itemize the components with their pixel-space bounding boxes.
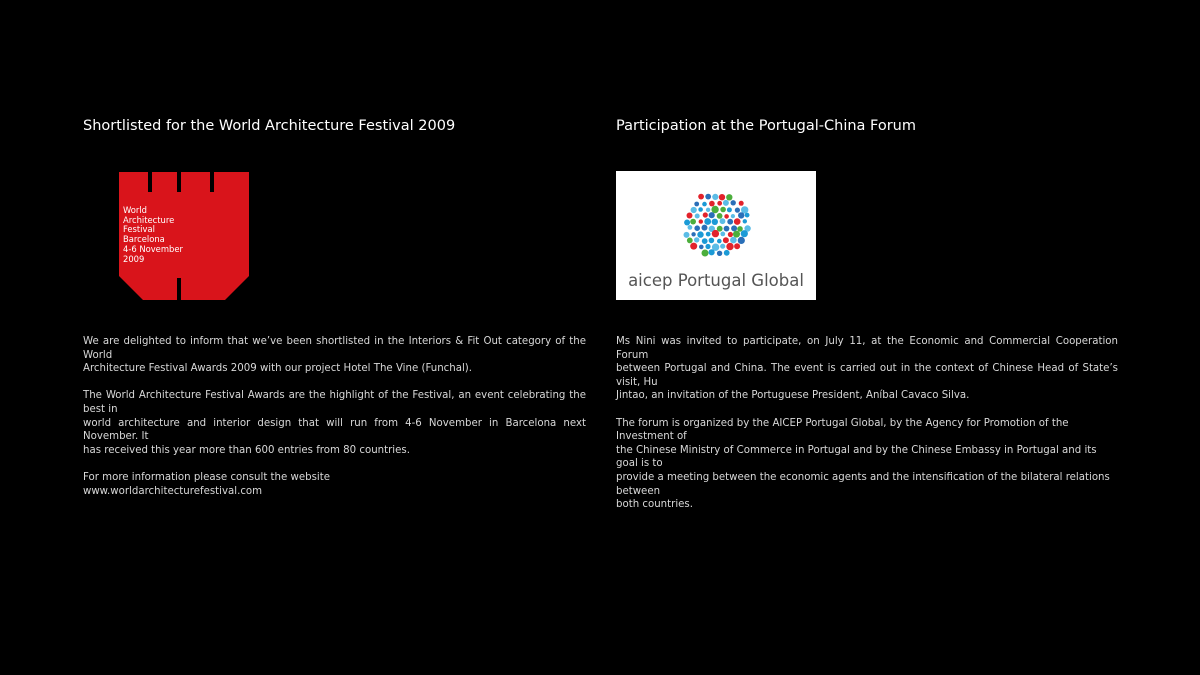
waf-paragraph-1: [83, 335, 586, 376]
aicep-dot: [731, 200, 736, 205]
waf-logo-line: World: [123, 205, 147, 215]
aicep-dot: [698, 194, 704, 200]
text-line: Ms Nini was invited to participate, on July 11, at the Economic and Commercial Cooperation Forum: [616, 336, 1118, 361]
aicep-dot: [724, 250, 730, 256]
aicep-logo-wordmark: [616, 271, 816, 290]
aicep-dot: [691, 207, 697, 213]
text-line: both countries.: [616, 499, 693, 511]
aicep-dot: [735, 208, 740, 213]
aicep-dot: [712, 194, 718, 200]
aicep-dot: [694, 237, 699, 242]
aicep-dot: [728, 232, 733, 237]
aicep-dot: [741, 230, 748, 237]
waf-website-link[interactable]: www.worldarchitecturefestival.com: [83, 485, 263, 497]
aicep-dot: [697, 231, 703, 237]
aicep-dot: [720, 244, 725, 249]
aicep-dot: [704, 218, 711, 225]
aicep-dot: [709, 212, 715, 218]
waf-logo-text: [123, 206, 183, 264]
waf-heading: Shortlisted for the World Architecture Festival 2009: [83, 118, 456, 134]
aicep-dot: [688, 225, 693, 230]
text-line: has received this year more than 600 entries from 80 countries.: [83, 444, 410, 456]
text-line: We are delighted to inform that we’ve been shortlisted in the Interiors & Fit Out category of the World: [83, 336, 586, 361]
aicep-dot: [733, 231, 740, 238]
aicep-dot: [706, 232, 711, 237]
aicep-dot: [726, 243, 733, 250]
text-line: provide a meeting between the economic agents and the intensification of the bilateral relations between: [616, 471, 1110, 497]
forum-paragraph-2: [616, 417, 1118, 512]
aicep-dot: [727, 219, 733, 225]
aicep-dot: [703, 212, 708, 217]
text-line: The forum is organized by the AICEP Portugal Global, by the Agency for Promotion of the Investment of: [616, 417, 1069, 443]
aicep-dot: [738, 237, 745, 244]
waf-logo-line: Architecture: [123, 214, 175, 225]
aicep-dot: [705, 244, 710, 249]
aicep-dot: [687, 213, 693, 219]
aicep-dot: [720, 232, 725, 237]
aicep-dot: [699, 219, 703, 223]
aicep-dot: [723, 237, 729, 243]
aicep-dot: [745, 213, 750, 218]
waf-logo-line: 4-6 November: [123, 243, 183, 254]
aicep-logo-word-a: aicep: [628, 271, 673, 290]
aicep-dot: [690, 219, 696, 225]
aicep-dot: [705, 194, 711, 200]
aicep-dot: [706, 208, 710, 212]
aicep-dot: [684, 220, 690, 226]
aicep-dot: [720, 207, 726, 213]
aicep-dot: [723, 200, 729, 206]
aicep-dot: [734, 243, 740, 249]
waf-paragraph-2: [83, 389, 586, 457]
aicep-dot: [698, 207, 703, 212]
forum-body: [616, 335, 1118, 525]
aicep-dot: [737, 226, 743, 232]
aicep-dot: [738, 212, 744, 218]
aicep-dot: [712, 219, 718, 225]
aicep-dot: [694, 202, 699, 207]
aicep-dot: [726, 194, 732, 200]
text-line: Architecture Festival Awards 2009 with our project Hotel The Vine (Funchal).: [83, 363, 473, 375]
waf-logo-line: Barcelona: [123, 234, 165, 245]
forum-paragraph-1: [616, 335, 1118, 403]
text-line: the Chinese Ministry of Commerce in Portugal and by the Chinese Embassy in Portugal and its goal is to: [616, 444, 1097, 470]
aicep-dot: [717, 239, 722, 244]
aicep-dot: [724, 214, 729, 219]
aicep-dot: [709, 238, 715, 244]
aicep-dot: [709, 249, 715, 255]
text-line: The World Architecture Festival Awards are the highlight of the Festival, an event celebrating the best in: [83, 390, 586, 415]
aicep-logo-word-b: Portugal Global: [677, 271, 804, 290]
aicep-dot: [717, 251, 722, 256]
waf-paragraph-3: [83, 471, 586, 498]
aicep-dot: [712, 230, 719, 237]
aicep-dot: [731, 214, 735, 218]
aicep-dot: [690, 243, 697, 250]
aicep-dot: [724, 226, 730, 232]
aicep-dot: [684, 232, 690, 238]
aicep-dot: [734, 218, 741, 225]
aicep-dot: [702, 250, 709, 257]
aicep-dot: [694, 225, 700, 231]
aicep-dot: [702, 202, 707, 207]
aicep-dot: [719, 194, 725, 200]
aicep-dot: [709, 201, 715, 207]
aicep-dot: [720, 218, 726, 224]
aicep-dot: [702, 238, 708, 244]
aicep-dot: [691, 232, 695, 236]
aicep-dot: [731, 225, 737, 231]
aicep-dot: [687, 238, 693, 244]
world-architecture-festival-logo: [119, 172, 249, 300]
forum-heading: Participation at the Portugal-China Forum: [616, 118, 916, 134]
aicep-dot: [699, 245, 704, 250]
aicep-dot: [743, 219, 747, 223]
aicep-dot: [739, 201, 744, 206]
aicep-dot: [717, 213, 723, 219]
aicep-dot: [702, 225, 708, 231]
aicep-dot: [730, 237, 737, 244]
aicep-dot: [727, 207, 732, 212]
text-line: world architecture and interior design that will run from 4-6 November in Barcelona next November. It: [83, 417, 586, 443]
text-line: between Portugal and China. The event is carried out in the context of Chinese Head of State’s visit, Hu: [616, 363, 1118, 388]
waf-body: [83, 335, 586, 512]
waf-logo-line: 2009: [123, 253, 145, 264]
aicep-dot: [711, 206, 718, 213]
text-line: For more information please consult the website: [83, 471, 330, 483]
aicep-dot: [717, 201, 722, 206]
aicep-dot: [695, 214, 700, 219]
text-line: Jintao, an invitation of the Portuguese President, Aníbal Cavaco Silva.: [616, 390, 970, 402]
aicep-dots-icon: [676, 189, 756, 259]
aicep-portugal-global-logo: [616, 171, 816, 300]
waf-logo-line: Festival: [123, 224, 155, 235]
